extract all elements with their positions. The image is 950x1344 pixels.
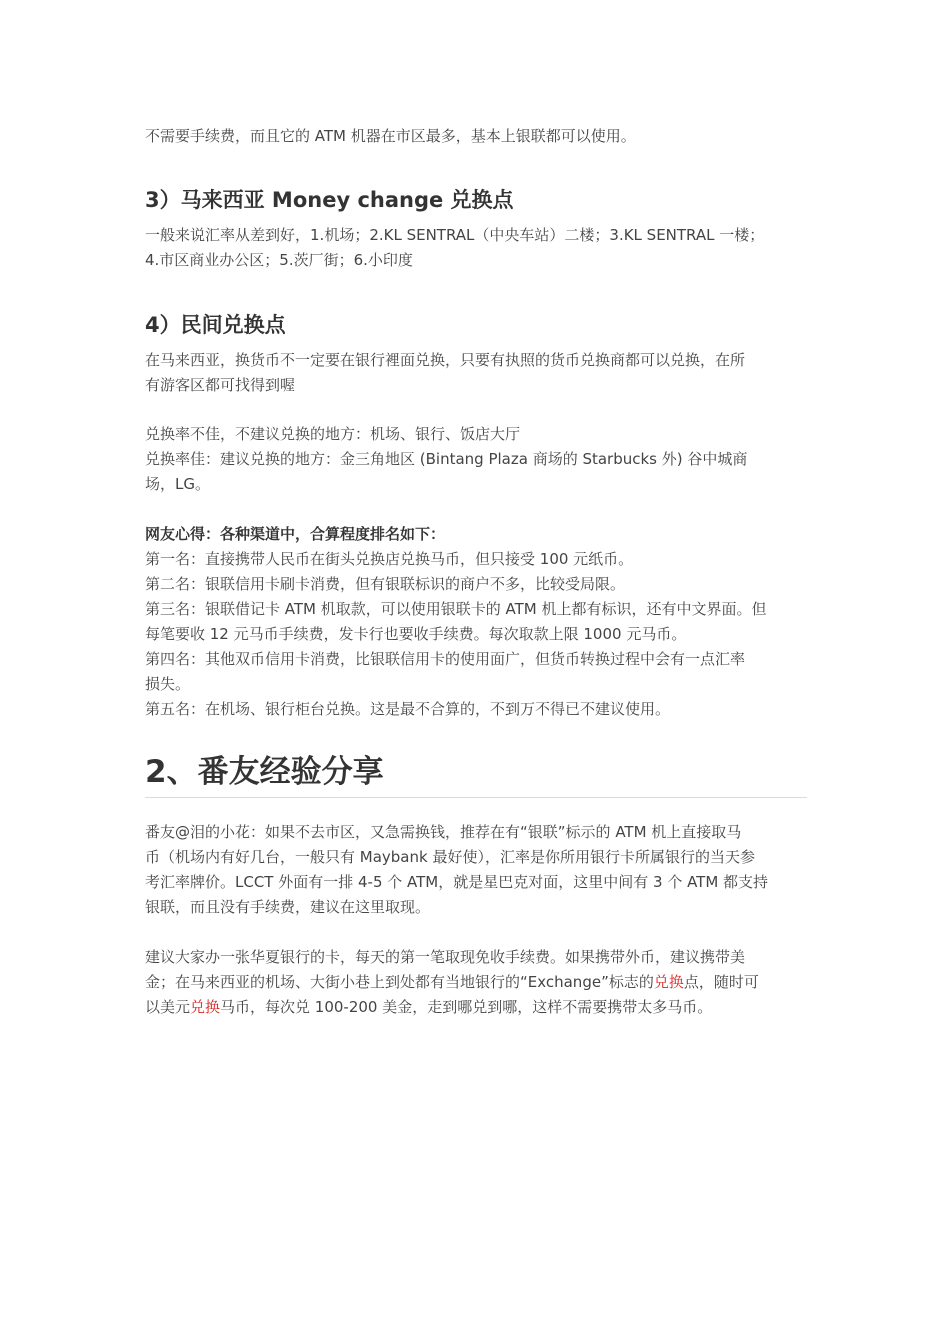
- section3-heading: 3）马来西亚 Money change 兑换点: [145, 188, 514, 212]
- rank-5: 第五名：在机场、银行柜台兑换。这是最不合算的，不到万不得已不建议使用。: [145, 700, 671, 718]
- section4-para1: [145, 348, 745, 398]
- rank-2: 第二名：银联信用卡刷卡消费，但有银联标识的商户不多，比较受局限。: [145, 575, 626, 593]
- rank-3-line1: 第三名：银联借记卡 ATM 机取款，可以使用银联卡的 ATM 机上都有标识，还有中文界面。但: [145, 600, 767, 618]
- para2-line2-text-b: 点，随时可: [683, 973, 759, 991]
- intro-text: 不需要手续费，而且它的 ATM 机器在市区最多，基本上银联都可以使用。: [145, 127, 636, 145]
- rank-4-line1: 第四名：其他双币信用卡消费，比银联信用卡的使用面广，但货币转换过程中会有一点汇率: [145, 650, 746, 668]
- section2-para1: [145, 820, 768, 920]
- rank-4-line2: 损失。: [145, 675, 191, 693]
- section4-good-line2: 场，LG。: [145, 475, 210, 493]
- rank-3-line2: 每笔要收 12 元马币手续费，发卡行也要收手续费。每次取款上限 1000 元马币。: [145, 625, 687, 643]
- exchange-link[interactable]: 兑换: [190, 998, 221, 1016]
- rank-1: 第一名：直接携带人民币在街头兑换店兑换马币，但只接受 100 元纸币。: [145, 550, 634, 568]
- section2-heading: 2、番友经验分享: [145, 754, 384, 790]
- para2-line3-text-a: 以美元: [145, 998, 191, 1016]
- section2-para2-line2: [145, 970, 759, 995]
- section4-good-line1: 兑换率佳：建议兑换的地方：金三角地区 (Bintang Plaza 商场的 Starbucks 外) 谷中城商: [145, 450, 748, 468]
- section2-para2-line1: 建议大家办一张华夏银行的卡，每天的第一笔取现免收手续费。如果携带外币，建议携带美: [145, 948, 746, 966]
- tips-title: 网友心得：各种渠道中，合算程度排名如下：: [145, 525, 446, 543]
- section4-heading: 4）民间兑换点: [145, 313, 286, 337]
- section4-bad-rate: 兑换率不佳，不建议兑换的地方：机场、银行、饭店大厅: [145, 425, 521, 443]
- section4-para1-line2: 有游客区都可找得到喔: [145, 376, 296, 394]
- section2-para1-line4: 银联，而且没有手续费，建议在这里取现。: [145, 898, 431, 916]
- para2-line3-text-b: 马币，每次兑 100-200 美金，走到哪兑到哪，这样不需要携带太多马币。: [220, 998, 713, 1016]
- exchange-link[interactable]: 兑换: [653, 973, 684, 991]
- section2-para1-line1: 番友@泪的小花：如果不去市区，又急需换钱，推荐在有“银联”标示的 ATM 机上直接取马: [145, 823, 742, 841]
- section2-para1-line3: 考汇率牌价。LCCT 外面有一排 4-5 个 ATM，就是星巴克对面，这里中间有 3 个 ATM 都支持: [145, 873, 769, 891]
- heading-divider: [145, 797, 807, 798]
- section4-good-rate: [145, 447, 747, 497]
- para2-line2-text-a: 金；在马来西亚的机场、大街小巷上到处都有当地银行的“Exchange”标志的: [145, 973, 654, 991]
- ranking-list: [145, 547, 766, 722]
- section4-para1-line1: 在马来西亚，换货币不一定要在银行裡面兑换，只要有执照的货币兑换商都可以兑换，在所: [145, 351, 746, 369]
- section3-body: [145, 223, 764, 273]
- section2-para2: [145, 945, 759, 1020]
- section3-line1: 一般来说汇率从差到好，1.机场；2.KL SENTRAL（中央车站）二楼；3.KL SENTRAL 一楼；: [145, 226, 765, 244]
- section2-para1-line2: 币（机场内有好几台，一般只有 Maybank 最好使），汇率是你所用银行卡所属银行的当天参: [145, 848, 755, 866]
- section2-para2-line3: [145, 995, 759, 1020]
- section3-line2: 4.市区商业办公区；5.茨厂街；6.小印度: [145, 251, 413, 269]
